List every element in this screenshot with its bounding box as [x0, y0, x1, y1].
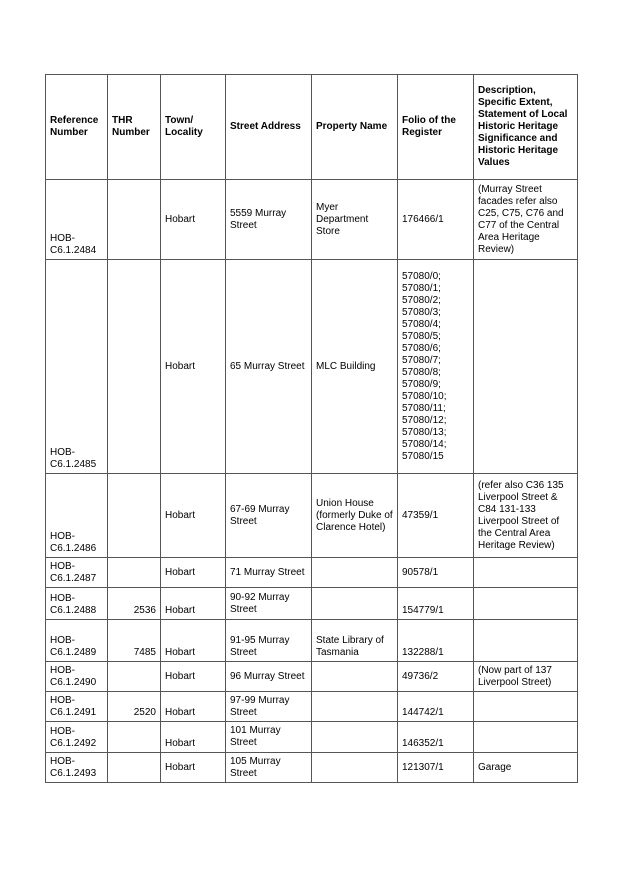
folio-entry: 57080/13; — [402, 426, 447, 438]
cell-property-name — [312, 692, 398, 722]
cell-address: 71 Murray Street — [226, 558, 312, 588]
cell-town: Hobart — [161, 588, 226, 620]
cell-folio: 146352/1 — [398, 722, 474, 753]
cell-town: Hobart — [161, 753, 226, 783]
cell-description — [474, 260, 578, 474]
cell-reference: HOB-C6.1.2491 — [46, 692, 108, 722]
cell-address: 65 Murray Street — [226, 260, 312, 474]
cell-folio: 154779/1 — [398, 588, 474, 620]
header-street-address: Street Address — [226, 75, 312, 180]
folio-entry: 57080/8; — [402, 366, 441, 378]
cell-thr — [108, 474, 161, 558]
header-description: Description, Specific Extent, Statement of Local Historic Heritage Significance and Historic Heritage Values — [474, 75, 578, 180]
table-row — [46, 662, 578, 692]
table-row — [46, 588, 578, 620]
folio-entry: 57080/6; — [402, 342, 441, 354]
header-reference-number: Reference Number — [46, 75, 108, 180]
table-row — [46, 692, 578, 722]
cell-folio-list — [398, 260, 474, 474]
header-property-name: Property Name — [312, 75, 398, 180]
cell-reference: HOB-C6.1.2489 — [46, 620, 108, 662]
cell-address: 97-99 Murray Street — [226, 692, 312, 722]
cell-property-name — [312, 722, 398, 753]
folio-entry: 57080/5; — [402, 330, 441, 342]
cell-thr — [108, 260, 161, 474]
cell-reference: HOB-C6.1.2488 — [46, 588, 108, 620]
cell-thr: 2536 — [108, 588, 161, 620]
cell-description — [474, 588, 578, 620]
cell-thr: 2520 — [108, 692, 161, 722]
folio-entry: 57080/7; — [402, 354, 441, 366]
cell-address: 91-95 Murray Street — [226, 620, 312, 662]
cell-property-name — [312, 753, 398, 783]
cell-reference: HOB-C6.1.2493 — [46, 753, 108, 783]
folio-entry: 57080/11; — [402, 402, 446, 414]
table-row — [46, 722, 578, 753]
cell-property-name: MLC Building — [312, 260, 398, 474]
cell-town: Hobart — [161, 180, 226, 260]
cell-property-name — [312, 558, 398, 588]
cell-folio: 90578/1 — [398, 558, 474, 588]
cell-town: Hobart — [161, 474, 226, 558]
folio-entry: 57080/9; — [402, 378, 441, 390]
cell-property-name: State Library of Tasmania — [312, 620, 398, 662]
cell-reference: HOB-C6.1.2485 — [46, 260, 108, 474]
cell-address: 90-92 Murray Street — [226, 588, 312, 620]
cell-description: (Now part of 137 Liverpool Street) — [474, 662, 578, 692]
folio-entry: 57080/0; — [402, 270, 441, 282]
cell-town: Hobart — [161, 722, 226, 753]
header-folio: Folio of the Register — [398, 75, 474, 180]
cell-address: 96 Murray Street — [226, 662, 312, 692]
cell-town: Hobart — [161, 662, 226, 692]
table-row — [46, 620, 578, 662]
cell-description: (refer also C36 135 Liverpool Street & C84 131-133 Liverpool Street of the Central Area Heritage Review) — [474, 474, 578, 558]
header-town-locality: Town/ Locality — [161, 75, 226, 180]
folio-entry: 57080/12; — [402, 414, 447, 426]
cell-thr — [108, 753, 161, 783]
cell-town: Hobart — [161, 620, 226, 662]
cell-description — [474, 722, 578, 753]
cell-town: Hobart — [161, 260, 226, 474]
table-row — [46, 180, 578, 260]
cell-folio: 121307/1 — [398, 753, 474, 783]
cell-folio: 47359/1 — [398, 474, 474, 558]
folio-entry: 57080/10; — [402, 390, 447, 402]
cell-property-name — [312, 588, 398, 620]
cell-folio: 132288/1 — [398, 620, 474, 662]
cell-address: 67-69 Murray Street — [226, 474, 312, 558]
folio-entry: 57080/4; — [402, 318, 441, 330]
table-row — [46, 260, 578, 474]
header-row — [46, 75, 578, 180]
header-thr-number: THR Number — [108, 75, 161, 180]
folio-entry: 57080/2; — [402, 294, 441, 306]
cell-description — [474, 620, 578, 662]
folio-entry: 57080/14; — [402, 438, 447, 450]
cell-thr — [108, 722, 161, 753]
cell-reference: HOB-C6.1.2490 — [46, 662, 108, 692]
cell-thr — [108, 558, 161, 588]
cell-property-name: Myer Department Store — [312, 180, 398, 260]
cell-folio: 49736/2 — [398, 662, 474, 692]
cell-description: (Murray Street facades refer also C25, C75, C76 and C77 of the Central Area Heritage Review) — [474, 180, 578, 260]
cell-reference: HOB-C6.1.2484 — [46, 180, 108, 260]
table-row — [46, 558, 578, 588]
cell-description: Garage — [474, 753, 578, 783]
cell-property-name — [312, 662, 398, 692]
cell-folio: 144742/1 — [398, 692, 474, 722]
cell-town: Hobart — [161, 558, 226, 588]
cell-thr — [108, 180, 161, 260]
cell-address: 5559 Murray Street — [226, 180, 312, 260]
cell-thr: 7485 — [108, 620, 161, 662]
cell-description — [474, 692, 578, 722]
cell-reference: HOB-C6.1.2487 — [46, 558, 108, 588]
cell-reference: HOB-C6.1.2492 — [46, 722, 108, 753]
folio-entry: 57080/15 — [402, 450, 444, 462]
cell-address: 101 Murray Street — [226, 722, 312, 753]
cell-folio: 176466/1 — [398, 180, 474, 260]
cell-reference: HOB-C6.1.2486 — [46, 474, 108, 558]
cell-property-name: Union House (formerly Duke of Clarence Hotel) — [312, 474, 398, 558]
table-row — [46, 474, 578, 558]
cell-address: 105 Murray Street — [226, 753, 312, 783]
cell-thr — [108, 662, 161, 692]
folio-entry: 57080/1; — [402, 282, 441, 294]
folio-entry: 57080/3; — [402, 306, 441, 318]
cell-town: Hobart — [161, 692, 226, 722]
cell-description — [474, 558, 578, 588]
table-row — [46, 753, 578, 783]
heritage-register-table — [45, 74, 578, 783]
